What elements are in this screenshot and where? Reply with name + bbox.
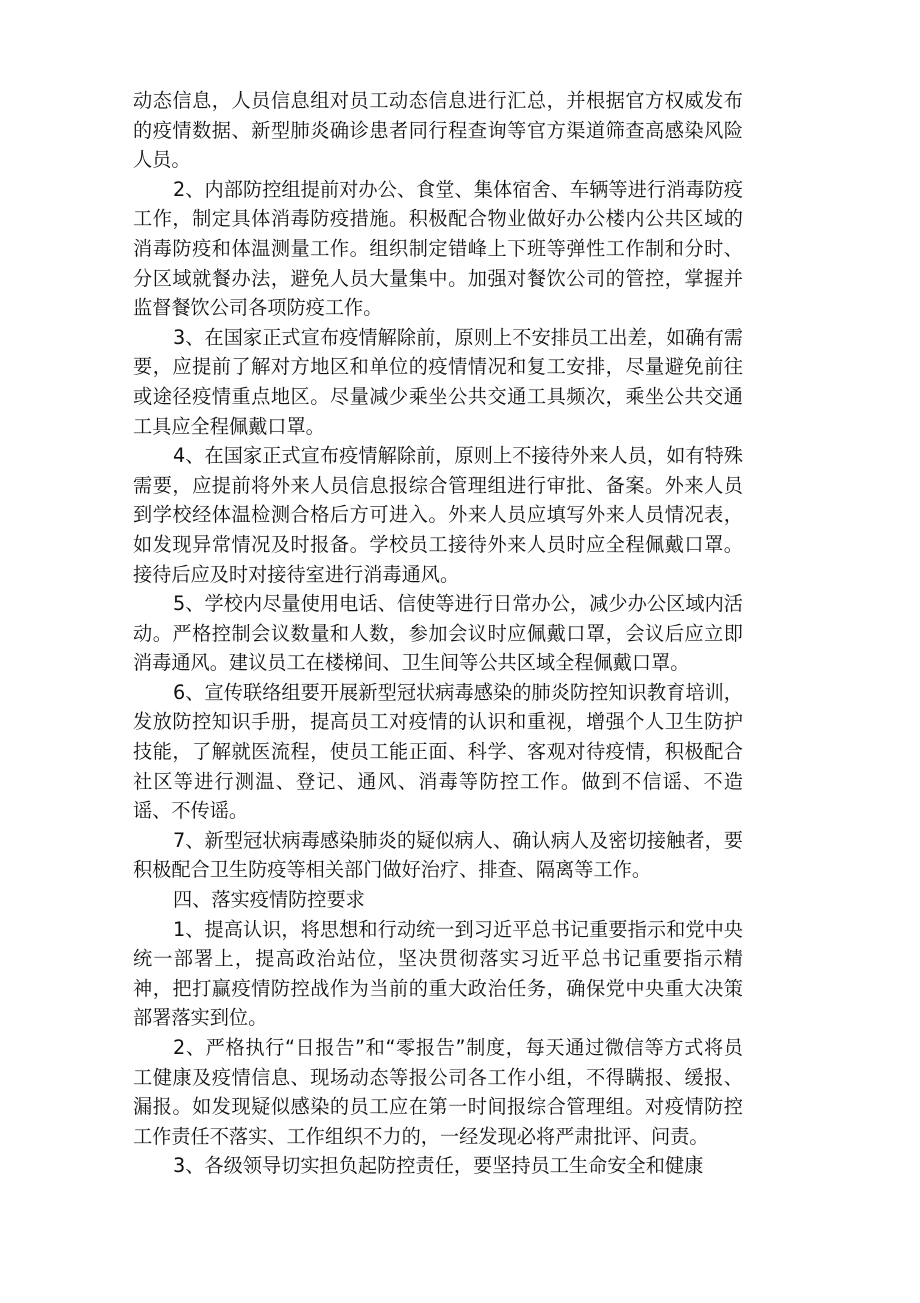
document-page — [133, 86, 743, 1181]
paragraph-5: 5、学校内尽量使用电话、信使等进行日常办公，减少办公区域内活动。严格控制会议数量和人数，参加会议时应佩戴口罩，会议后应立即消毒通风。建议员工在楼梯间、卫生间等公共区域全程佩戴口罩。 — [133, 592, 743, 675]
paragraph-10: 3、各级领导切实担负起防控责任，要坚持员工生命安全和健康 — [173, 1154, 704, 1178]
section-heading: 四、落实疫情防控要求 — [173, 888, 365, 912]
paragraph-6: 6、宣传联络组要开展新型冠状病毒感染的肺炎防控知识教育培训，发放防控知识手册，提高员工对疫情的认识和重视，增强个人卫生防护技能，了解就医流程，使员工能正面、科学、客观对待疫情，积极配合社区等进行测温、登记、通风、消毒等防控工作。做到不信谣、不造谣、不传谣。 — [133, 680, 743, 823]
paragraph-9: 2、严格执行“日报告”和“零报告”制度，每天通过微信等方式将员工健康及疫情信息、现场动态等报公司各工作小组，不得瞒报、缓报、漏报。如发现疑似感染的员工应在第一时间报综合管理组。对疫情防控工作责任不落实、工作组织不力的，一经发现必将严肃批评、问责。 — [133, 1036, 743, 1148]
paragraph-3: 3、在国家正式宣布疫情解除前，原则上不安排员工出差，如确有需要，应提前了解对方地区和单位的疫情情况和复工安排，尽量避免前往或途径疫情重点地区。尽量减少乘坐公共交通工具频次，乘坐公共交通工具应全程佩戴口罩。 — [133, 325, 743, 438]
paragraph-4: 4、在国家正式宣布疫情解除前，原则上不接待外来人员，如有特殊需要，应提前将外来人员信息报综合管理组进行审批、备案。外来人员到学校经体温检测合格后方可进入。外来人员应填写外来人员情况表，如发现异常情况及时报备。学校员工接待外来人员时应全程佩戴口罩。接待后应及时对接待室进行消毒通风。 — [133, 444, 743, 586]
paragraph-2: 2、内部防控组提前对办公、食堂、集体宿舍、车辆等进行消毒防疫工作，制定具体消毒防疫措施。积极配合物业做好办公楼内公共区域的消毒防疫和体温测量工作。组织制定错峰上下班等弹性工作制和分时、分区域就餐办法，避免人员大量集中。加强对餐饮公司的管控，掌握并监督餐饮公司各项防疫工作。 — [133, 177, 743, 320]
paragraph-7: 7、新型冠状病毒感染肺炎的疑似病人、确认病人及密切接触者，要积极配合卫生防疫等相关部门做好治疗、排查、隔离等工作。 — [133, 828, 743, 882]
paragraph-1: 动态信息，人员信息组对员工动态信息进行汇总，并根据官方权威发布的疫情数据、新型肺炎确诊患者同行程查询等官方渠道筛查高感染风险人员。 — [133, 89, 743, 172]
paragraph-8: 1、提高认识，将思想和行动统一到习近平总书记重要指示和党中央统一部署上，提高政治站位，坚决贯彻落实习近平总书记重要指示精神，把打赢疫情防控战作为当前的重大政治任务，确保党中央重大决策部署落实到位。 — [133, 917, 743, 1030]
